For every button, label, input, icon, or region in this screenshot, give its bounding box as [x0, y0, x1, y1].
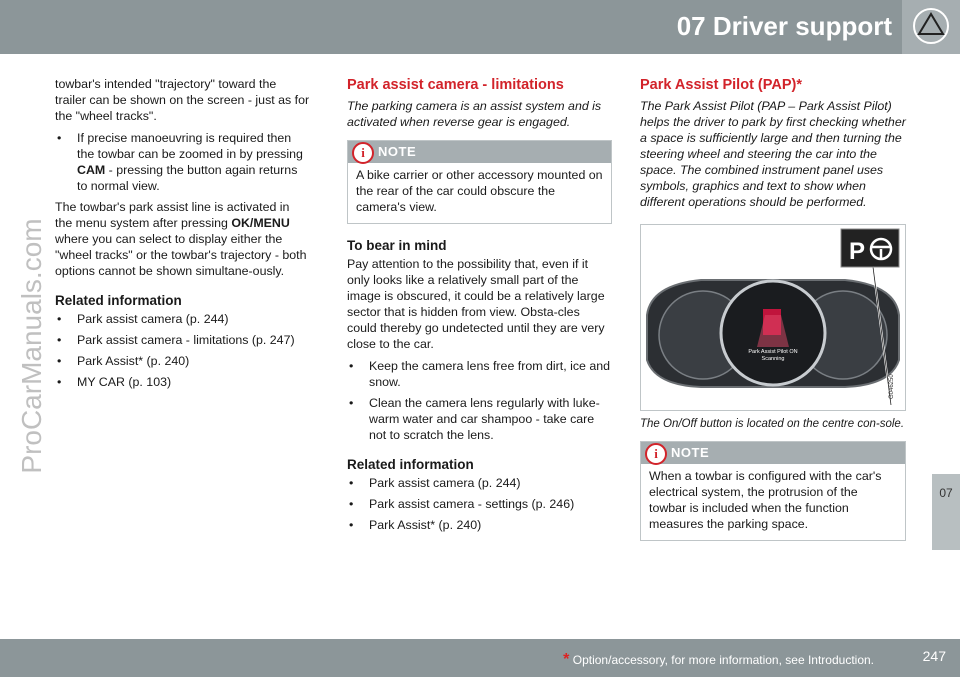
note-text: When a towbar is configured with the car's electrical system, the protrusion of the towbar is included when the function measures the parking space. [649, 469, 882, 531]
figure-ref: G046250 [889, 374, 895, 399]
list-item: • If precise manoeuvring is required then the towbar can be zoomed in by pressing CAM - pressing the button again returns to normal view. [55, 130, 310, 194]
related-link[interactable]: • Park Assist* (p. 240) [347, 517, 612, 533]
footer-note: * Option/accessory, for more information, see Introduction. [563, 651, 874, 668]
list-item: • Keep the camera lens free from dirt, ice and snow. [347, 358, 612, 390]
section-intro: The Park Assist Pilot (PAP – Park Assist Pilot) helps the driver to park by first checking whether a space is sufficiently large and then turning the steering wheel and steering the car into the space. The combined instrument panel uses symbols, graphics and text to show when different operations should be performed. [640, 99, 906, 209]
related-link[interactable]: • Park assist camera (p. 244) [55, 311, 310, 327]
column-1 [55, 76, 310, 395]
note-box [640, 441, 906, 541]
section-heading: Park Assist Pilot (PAP)* [640, 77, 802, 93]
page-header [0, 0, 960, 54]
screen-text-line2: Scanning [761, 356, 785, 362]
related-link[interactable]: • Park Assist* (p. 240) [55, 353, 310, 369]
list-item: • Clean the camera lens regularly with luke-warm water and car shampoo - take care not to scratch the lens. [347, 395, 612, 443]
note-label: NOTE [671, 445, 710, 460]
screen-text-line1: Park Assist Pilot ON [748, 349, 798, 355]
note-label: NOTE [378, 144, 417, 159]
related-link[interactable]: • Park assist camera - settings (p. 246) [347, 496, 612, 512]
column-3 [640, 76, 906, 551]
related-link[interactable]: • Park assist camera (p. 244) [347, 475, 612, 491]
paragraph: The towbar's park assist line is activated in the menu system after pressing OK/MENU where you can select to display either the "wheel tracks" or the towbar's trajectory - both options cannot be shown simultane-ously. [55, 200, 307, 278]
info-icon: i [352, 142, 374, 164]
instrument-panel-figure [640, 224, 906, 411]
chapter-title: 07 Driver support [676, 11, 892, 41]
watermark: ProCarManuals.com [16, 218, 47, 474]
svg-text:P: P [849, 238, 866, 265]
subheading: To bear in mind [347, 238, 447, 253]
note-box [347, 140, 612, 224]
page-number: 247 [922, 648, 946, 664]
related-heading: Related information [347, 457, 474, 472]
paragraph: towbar's intended "trajectory" toward the trailer can be shown on the screen - just as for the "wheel tracks". [55, 77, 310, 123]
section-intro: The parking camera is an assist system and is activated when reverse gear is engaged. [347, 99, 602, 129]
note-text: A bike carrier or other accessory mounted on the rear of the car could obscure the camera's view. [356, 168, 603, 214]
related-link[interactable]: • MY CAR (p. 103) [55, 374, 310, 390]
warning-triangle-icon [902, 0, 960, 54]
section-heading: Park assist camera - limitations [347, 77, 564, 93]
paragraph: Pay attention to the possibility that, even if it only looks like a relatively small part of the image is obscured, it could be a relatively large sector that is hidden from view. Obsta-cles could thereby go undetected until they are very close to the car. [347, 257, 605, 351]
figure-caption: The On/Off button is located on the centre con-sole. [640, 418, 905, 430]
chapter-tab: 07 [932, 474, 960, 550]
info-icon: i [645, 443, 667, 465]
related-link[interactable]: • Park assist camera - limitations (p. 247) [55, 332, 310, 348]
column-2 [347, 76, 612, 538]
related-heading: Related information [55, 293, 182, 308]
page-footer [0, 639, 960, 677]
